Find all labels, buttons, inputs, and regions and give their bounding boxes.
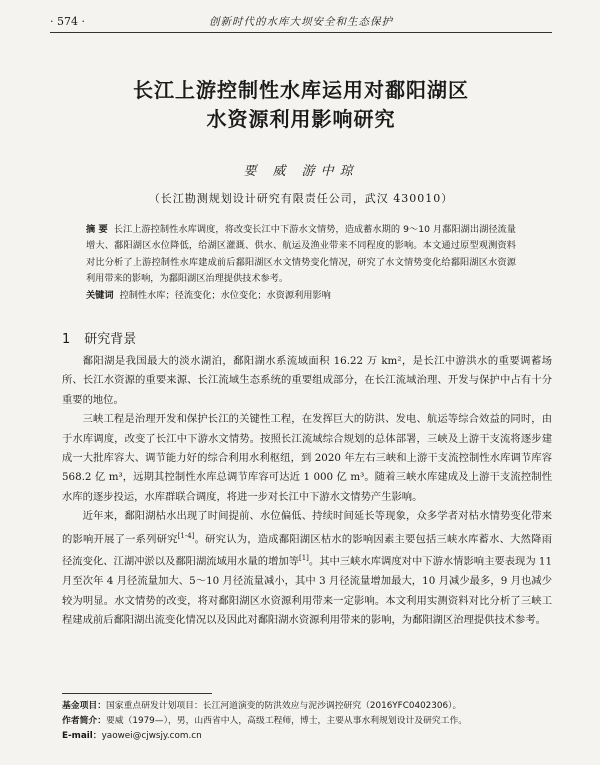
citation-ref: [1-4] (177, 531, 195, 540)
email-label: E-mail： (62, 731, 102, 741)
affiliation: （长江勘测规划设计研究有限责任公司，武汉 430010） (148, 192, 454, 205)
abstract-block (86, 222, 516, 304)
paragraph-3-part-b: 。研究认为，造成鄱阳湖区枯水的影响因素主要包括三峡水库蓄水、大然降雨径流变化、江湖冲淤以及鄱阳湖流域用水量的增加等 (62, 533, 552, 568)
title-line-1: 长江上游控制性水库运用对鄱阳湖区 (133, 78, 469, 102)
fund-note (62, 699, 552, 714)
paragraph-1: 鄱阳湖是我国最大的淡水湖泊，鄱阳湖水系流域面积 16.22 万 km²，是长江中游洪水的重要调蓄场所、长江水资源的重要来源、长江流域生态系统的重要组成部分，在长江流域治理、开发与保护中占有十分重要的地位。 (62, 355, 552, 406)
journal-title: 创新时代的水库大坝安全和生态保护 (209, 16, 393, 28)
keywords-text: 控制性水库；径流变化；水位变化；水资源利用影响 (119, 289, 331, 301)
paper-title (50, 76, 552, 134)
running-header (50, 14, 552, 33)
fund-label: 基金项目： (62, 701, 106, 711)
paragraph-3-part-c: 。其中三峡水库调度对中下游水情影响主要表现为 11 月至次年 4 月径流量加大、5～10 月径流量减小，其中 3 月径流量增加最大，10 月减少最多，9 月也减少较为明显。水文情势的改变，将对鄱阳湖区水资源利用带来一定影响。本文利用实测资料对比分析了三峡工程建成前后鄱阳湖出流变化情况以及因此对鄱阳湖水资源利用带来的影响，为鄱阳湖区治理提供技术参考。 (62, 555, 553, 627)
email-address: yaowei@cjwsjy.com.cn (101, 731, 202, 741)
body-text (62, 352, 552, 631)
paragraph-2: 三峡工程是治理开发和保护长江的关键性工程，在发挥巨大的防洪、发电、航运等综合效益的同时，由于水库调度，改变了长江中下游水文情势。按照长江流域综合规划的总体部署，三峡及上游干支流将逐步建成一大批库容大、调节能力好的综合利用水利枢纽，到 2020 年左右三峡和上游干支流控制性水库调节库容 568.2 亿 m³，远期其控制性水库总调节库容可达近 1 000 亿 m³。随着三峡水库建成及上游干支流控制性水库的逐步投运，水库群联合调度，将进一步对长江中下游水文情势产生影响。 (62, 413, 552, 503)
title-line-2: 水资源利用影响研究 (206, 107, 396, 131)
author-label: 作者简介： (62, 716, 106, 726)
keywords (86, 288, 516, 304)
abstract-text: 长江上游控制性水库调度，将改变长江中下游水文情势，造成蓄水期的 9～10 月鄱阳湖出湖径流量增大、鄱阳湖区水位降低，给湖区灌溉、供水、航运及渔业带来不同程度的影响。本文通过原型观测资料对比分析了上游控制性水库建成前后鄱阳湖区水文情势变化情况，研究了水文情势变化给鄱阳湖区水资源利用带来的影响，为鄱阳湖区治理提供技术参考。 (86, 224, 516, 285)
footnotes (62, 699, 552, 744)
author-note (62, 714, 552, 729)
abstract-label: 摘 要 (86, 224, 108, 235)
paragraph-3-part-a: 近年来，鄱阳湖枯水出现了时间提前、水位偏低、持续时间延长等现象，众多学者对枯水情势变化带来的影响开展了一系列研究 (62, 510, 552, 546)
footnote-divider (62, 693, 212, 694)
section-number: 1 (62, 332, 71, 347)
fund-text: 国家重点研发计划项目：长江河道演变的防洪效应与泥沙调控研究（2016YFC0402306）。 (106, 701, 462, 711)
paragraph-3 (62, 507, 552, 630)
keywords-label: 关键词 (86, 289, 114, 301)
citation-ref: [1] (299, 554, 309, 563)
authors: 要 威 游中琼 (243, 164, 359, 179)
page-number: · 574 · (50, 15, 85, 28)
section-heading (62, 328, 136, 347)
author-text: 要威（1979—），男，山西省中人，高级工程师，博士，主要从事水利规划设计及研究工作。 (106, 716, 468, 726)
email-note (62, 729, 552, 744)
section-title: 研究背景 (84, 332, 137, 347)
abstract (86, 222, 516, 288)
